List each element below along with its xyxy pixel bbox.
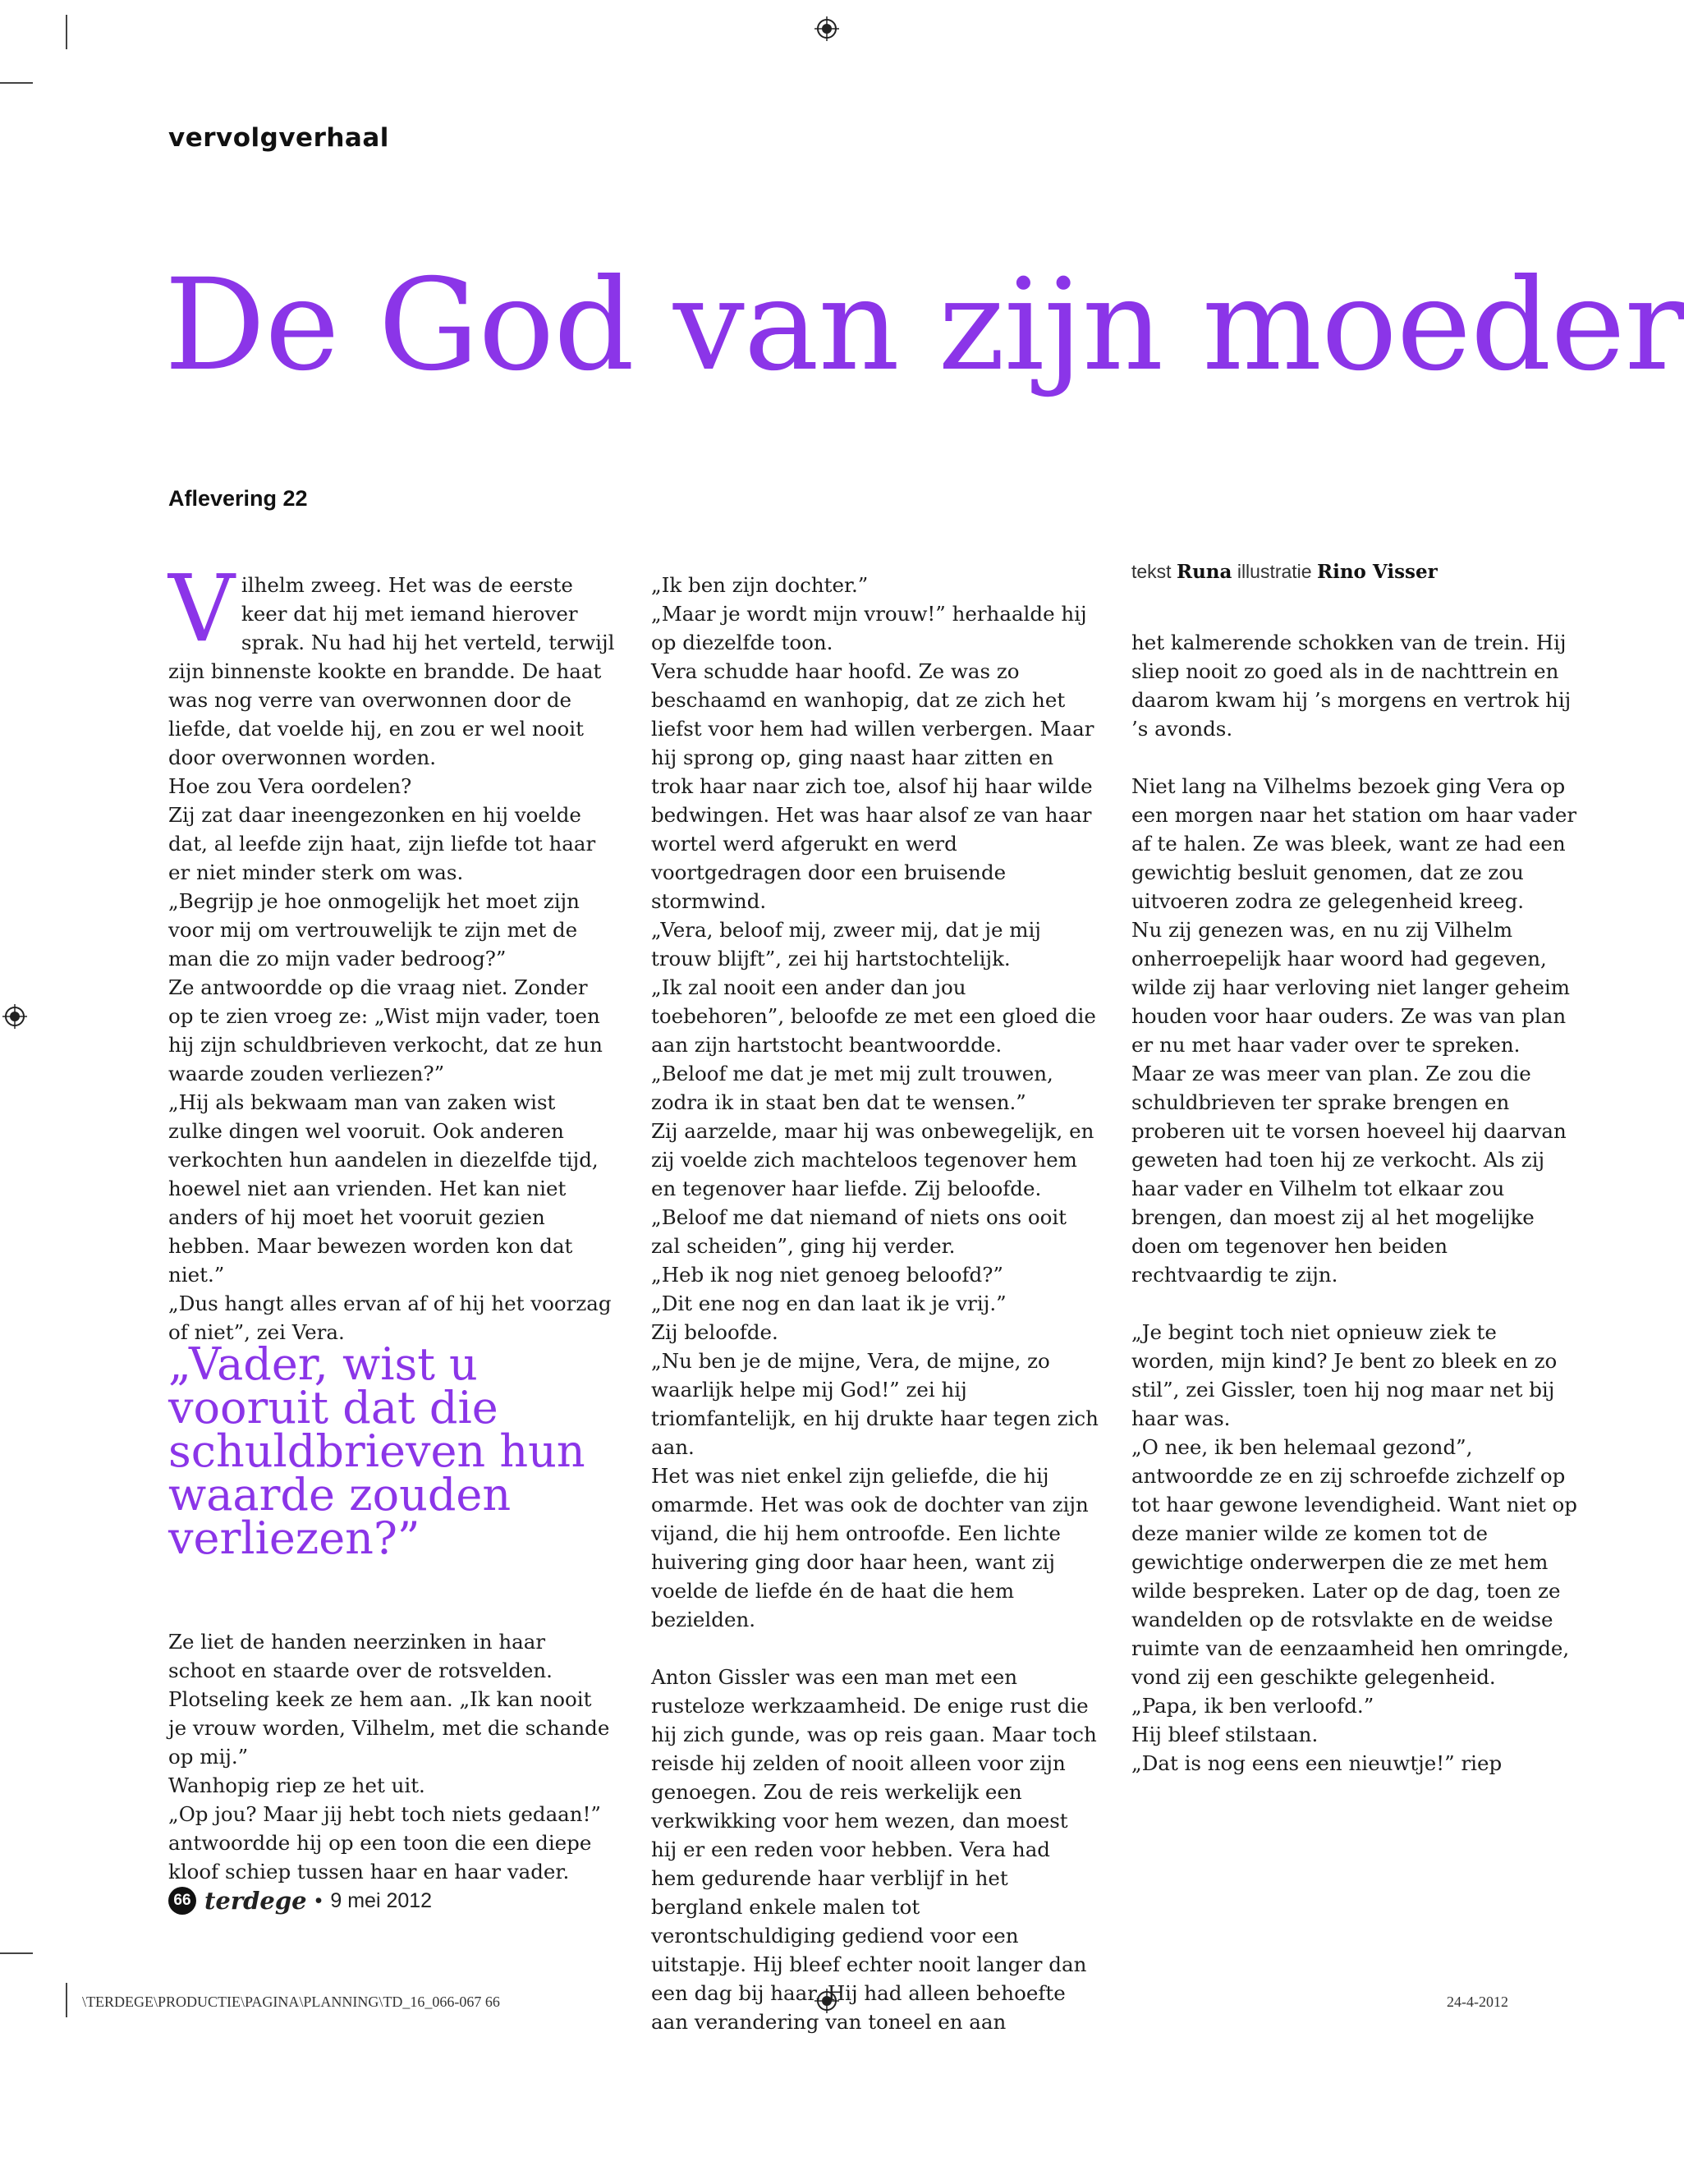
- article-paragraph: Niet lang na Vilhelms bezoek ging Vera op een morgen naar het station om haar vader af te halen. Ze was bleek, want ze had een gewichtig besluit genomen, dat ze zou uitvoeren zodra ze gelegenheid kreeg.: [1131, 774, 1577, 913]
- page-footer: [168, 1887, 432, 1915]
- article-paragraph: „Heb ik nog niet genoeg beloofd?”: [651, 1263, 1003, 1287]
- article-paragraph: „Beloof me dat je met mij zult trouwen, zodra ik in staat ben dat te wensen.”: [651, 1062, 1053, 1114]
- drop-cap: V: [168, 556, 235, 663]
- crop-mark: [66, 15, 67, 49]
- registration-mark-icon: [814, 16, 839, 41]
- article-paragraph: „Ik ben zijn dochter.”: [651, 573, 869, 597]
- article-paragraph: Zij aarzelde, maar hij was onbewegelijk, en zij voelde zich machteloos tegenover hem en tegenover haar liefde. Zij beloofde.: [651, 1119, 1094, 1200]
- article-column-2: [651, 571, 1099, 2036]
- article-paragraph: „Dit ene nog en dan laat ik je vrij.”: [651, 1292, 1007, 1315]
- article-paragraph: Ze liet de handen neerzinken in haar schoot en staarde over de rotsvelden. Plotseling keek ze hem aan. „Ik kan nooit je vrouw worden, Vilhelm, met die schande op mij.”: [168, 1630, 610, 1769]
- article-paragraph: „Dat is nog eens een nieuwtje!” riep: [1131, 1751, 1503, 1775]
- article-paragraph: „Op jou? Maar jij hebt toch niets gedaan!” antwoordde hij op een toon die een diepe kloof schiep tussen haar en haar vader.: [168, 1802, 601, 1883]
- credits-illustrator: Rino Visser: [1316, 561, 1438, 583]
- article-paragraph: Hij bleef stilstaan.: [1131, 1723, 1319, 1746]
- credits-illustration-label: illustratie: [1237, 561, 1312, 582]
- article-paragraph: „Nu ben je de mijne, Vera, de mijne, zo waarlijk helpe mij God!” zei hij triomfantelijk, en hij drukte haar tegen zich aan.: [651, 1349, 1099, 1459]
- article-paragraph: „Beloof me dat niemand of niets ons ooit zal scheiden”, ging hij verder.: [651, 1205, 1067, 1258]
- article-paragraph: Maar ze was meer van plan. Ze zou die schuldbrieven ter sprake brengen en proberen uit te vorsen hoeveel hij daarvan geweten had toen hij ze verkocht. Als zij haar vader en Vilhelm tot elkaar zou brengen, dan moest zij al het mogelijke doen om tegenover hen beiden rechtvaardig te zijn.: [1131, 1062, 1567, 1287]
- article-paragraph: „Begrijp je hoe onmogelijk het moet zijn voor mij om vertrouwelijk te zijn met de man die zo mijn vader bedroog?”: [168, 889, 580, 970]
- article-paragraph: Vera schudde haar hoofd. Ze was zo beschaamd en wanhopig, dat ze zich het liefst voor hem had willen verbergen. Maar hij sprong op, ging naast haar zitten en trok haar naar zich toe, alsof hij haar wilde bedwingen. Het was haar alsof ze van haar wortel werd afgerukt en werd voortgedragen door een bruisende stormwind.: [651, 659, 1094, 913]
- article-paragraph: Nu zij genezen was, en nu zij Vilhelm onherroepelijk haar woord had gegeven, wilde zij haar verloving niet langer geheim houden voor haar ouders. Ze was van plan er nu met haar vader over te spreken.: [1131, 918, 1570, 1057]
- print-slug-path: \TERDEGE\PRODUCTIE\PAGINA\PLANNING\TD_16_066-067 66: [82, 1994, 500, 2010]
- article-column-1: [168, 556, 616, 1347]
- pull-quote: „Vader, wist u vooruit dat die schuldbrieven hun waarde zouden verliezen?”: [168, 1338, 585, 1564]
- section-label: vervolgverhaal: [168, 123, 389, 153]
- article-paragraph: Het was niet enkel zijn geliefde, die hij omarmde. Het was ook de dochter van zijn vijand, die hij hem ontroofde. Een lichte huivering ging door haar heen, want zij voelde de liefde én de haat die hem bezielden.: [651, 1464, 1089, 1631]
- article-paragraph: Ze antwoordde op die vraag niet. Zonder op te zien vroeg ze: „Wist mijn vader, toen hij zijn schuldbrieven verkocht, dat ze hun waarde zouden verliezen?”: [168, 975, 603, 1085]
- article-paragraph: Zij beloofde.: [651, 1320, 778, 1344]
- article-paragraph: Wanhopig riep ze het uit.: [168, 1773, 425, 1797]
- article-paragraph: „O nee, ik ben helemaal gezond”, antwoordde ze en zij schroefde zichzelf op tot haar gewone levendigheid. Want niet op deze manier wilde ze komen tot de gewichtige onderwerpen die ze met hem wilde bespreken. Later op de dag, toen ze wandelden op de rotsvlakte en de weidse ruimte van de eenzaamheid hen omringde, vond zij een geschikte gelegenheid.: [1131, 1435, 1577, 1689]
- credits-author: Runa: [1176, 561, 1232, 583]
- magazine-logo: terdege: [204, 1887, 307, 1915]
- crop-mark: [0, 82, 33, 84]
- credits: [1131, 561, 1438, 583]
- article-paragraph: „Papa, ik ben verloofd.”: [1131, 1694, 1374, 1718]
- article-paragraph: Zij zat daar ineengezonken en hij voelde dat, al leefde zijn haat, zijn liefde tot haar er niet minder sterk om was.: [168, 803, 596, 884]
- article-paragraph: „Je begint toch niet opnieuw ziek te worden, mijn kind? Je bent zo bleek en zo stil”, zei Gissler, toen hij nog maar net bij haar was.: [1131, 1320, 1558, 1430]
- article-column-3: [1131, 628, 1579, 1778]
- article-paragraph: „Hij als bekwaam man van zaken wist zulke dingen wel vooruit. Ook anderen verkochten hun aandelen in diezelfde tijd, hoewel niet aan vrienden. Het kan niet anders of hij moet het vooruit gezien hebben. Maar bewezen worden kon dat niet.”: [168, 1090, 599, 1287]
- crop-mark: [66, 1983, 67, 2017]
- registration-mark-icon: [2, 1004, 27, 1029]
- article-paragraph: „Dus hangt alles ervan af of hij het voorzag of niet”, zei Vera.: [168, 1292, 612, 1344]
- article-paragraph: Vilhelm zweeg. Het was de eerste keer dat hij met iemand hierover sprak. Nu had hij het verteld, terwijl zijn binnenste kookte en brandde. De haat was nog verre van overwonnen door de liefde, dat voelde hij, en zou er wel nooit door overwonnen worden.: [168, 556, 615, 769]
- article-paragraph: Hoe zou Vera oordelen?: [168, 774, 412, 798]
- issue-date: 9 mei 2012: [330, 1888, 433, 1912]
- footer-separator: •: [314, 1888, 323, 1912]
- print-slug-date: 24-4-2012: [1447, 1994, 1508, 2010]
- article-paragraph: „Ik zal nooit een ander dan jou toebehoren”, beloofde ze met een gloed die aan zijn hartstocht beantwoordde.: [651, 975, 1096, 1057]
- episode-label: Aflevering 22: [168, 486, 308, 511]
- page-number: 66: [168, 1887, 196, 1915]
- article-paragraph: „Maar je wordt mijn vrouw!” herhaalde hij op diezelfde toon.: [651, 602, 1087, 654]
- page-title: De God van zijn moeder: [164, 252, 1684, 399]
- article-paragraph: Anton Gissler was een man met een rusteloze werkzaamheid. De enige rust die hij zich gunde, was op reis gaan. Maar toch reisde hij zelden of nooit alleen voor zijn genoegen. Zou de reis werkelijk een verkwikking voor hem wezen, dan moest hij er een reden voor hebben. Vera had hem gedurende haar verblijf in het bergland enkele malen tot verontschuldiging gediend voor een uitstapje. Hij bleef echter nooit langer dan een dag bij haar. Hij had alleen behoefte aan verandering van toneel en aan: [651, 1665, 1097, 2034]
- credits-text-label: tekst: [1131, 561, 1172, 582]
- article-paragraph: het kalmerende schokken van de trein. Hij sliep nooit zo goed als in de nachttrein en daarom kwam hij ’s morgens en vertrok hij ’s avonds.: [1131, 631, 1572, 741]
- article-paragraph: „Vera, beloof mij, zweer mij, dat je mij trouw blijft”, zei hij hartstochtelijk.: [651, 918, 1041, 970]
- crop-mark: [0, 1952, 33, 1954]
- article-column-1-bottom: [168, 1627, 616, 1886]
